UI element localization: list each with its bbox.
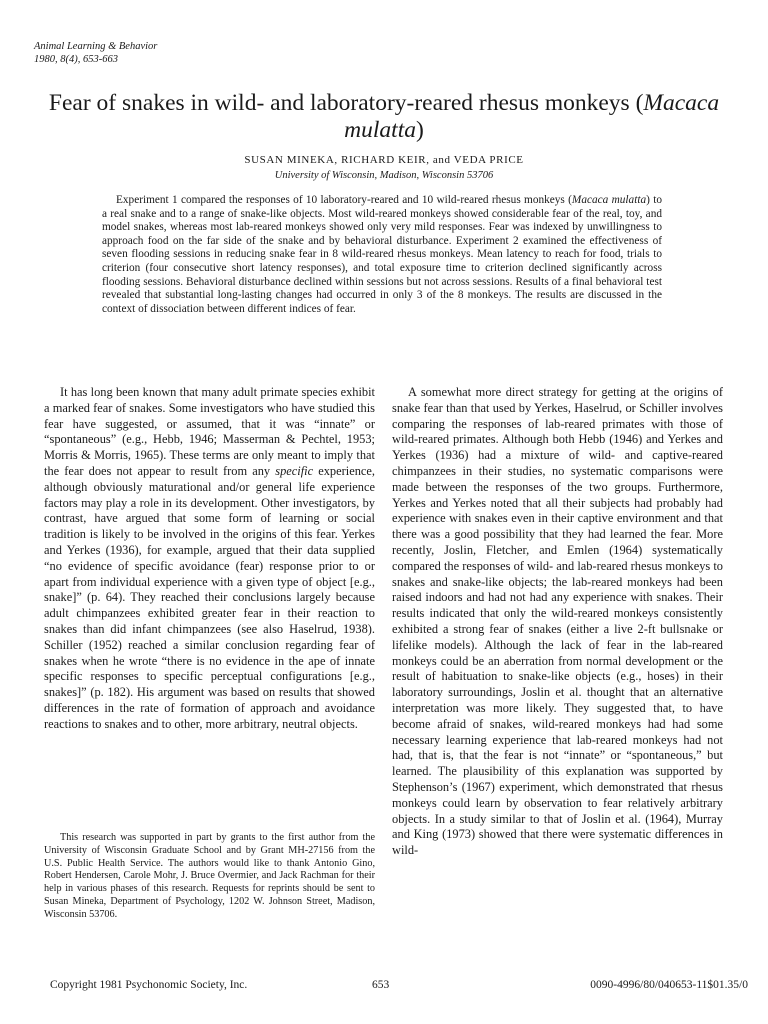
footnote-text: This research was supported in part by grants to the first author from the University of Wisconsin Graduate School and by Grant MH-27156 from the U.S. Public Health Service. The authors would like to thank Antonio Gino, Robert Hendersen, Carole Mohr, J. Bruce Overmier, and Jack Rachman for their help in various phases of this research. Requests for reprints should be sent to Susan Mineka, Department of Psychology, 1202 W. Johnson Street, Madison, Wisconsin 53706. <box>44 832 375 920</box>
journal-name: Animal Learning & Behavior <box>34 41 158 52</box>
abstract-part2: ) to a real snake and to a range of snake-like objects. Most wild-reared monkeys showed considerable fear of the real, toy, and model snakes, whereas most lab-reared monkeys showed only very mild responses. Fear was indexed by unwillingness to approach food on the far side of the snake and by behavioral disturbance. Experiment 2 examined the effectiveness of seven flooding sessions in reducing snake fear in 8 wild-reared rhesus monkeys. Mean latency to reach for food, trials to criterion (four consecutive short latency responses), and total exposure time to criterion declined significantly across flooding sessions. Behavioral disturbance declined within sessions but not across sessions. Results of a final behavioral test revealed that substantial long-lasting changes had occurred in only 3 of the 8 monkeys. The results are discussed in the context of dissociation between different indices of fear. <box>102 194 662 315</box>
article-code: 0090-4996/80/040653-11$01.35/0 <box>590 979 748 991</box>
right-p1-text: A somewhat more direct strategy for getting at the origins of snake fear than that used by Yerkes, Haselrud, or Schiller involves comparing the responses of lab-reared primates with those of wild-reared primates. Although both Hebb (1946) and Yerkes and Yerkes (1936) had a mixture of wild- and captive-reared chimpanzees in their studies, no systematic comparisons were made between the responses of the two groups. Furthermore, Yerkes and Yerkes noted that all their subjects had probably had experience with snakes even in their captive environment and that there was a good possibility that they had learned the fear. More recently, Joslin, Fletcher, and Emlen (1964) systematically compared the responses of wild- and lab-reared rhesus monkeys to snakes and snake-like objects; the lab-reared monkeys had been raised indoors and had not had any experience with snakes. Their results indicated that only the wild-reared monkeys consistently exhibited a strong fear of snakes (either a live 2-ft bullsnake or lifelike models). Although the lack of fear in the lab-reared monkeys could be an aberration from normal development or the result of habituation to snake-like objects (e.g., hoses) in their laboratory surroundings, Joslin et al. thought that an alternative interpretation was more likely. They suggested that, to have become afraid of snakes, wild-reared monkeys had had some necessary learning experience that lab-reared monkeys had not had, that is, that the fear is not “innate” or “spontaneous,” but learned. The plausibility of this explanation was supported by Stephenson’s (1967) experiment, which demonstrated that rhesus monkeys could learn by observation to fear relatively arbitrary objects. In a study similar to that of Joslin et al. (1964), Murray and King (1973) showed that there were systematic differences in wild- <box>392 385 723 858</box>
abstract <box>102 194 662 316</box>
copyright: Copyright 1981 Psychonomic Society, Inc. <box>50 979 248 991</box>
title-main: Fear of snakes in wild- and laboratory-reared rhesus monkeys ( <box>48 89 644 116</box>
author-list: SUSAN MINEKA, RICHARD KEIR, and VEDA PRICE <box>244 154 524 166</box>
journal-citation: 1980, 8(4), 653-663 <box>34 54 118 65</box>
title-close: ) <box>415 116 424 143</box>
title-species: Macaca mulatta <box>344 89 720 143</box>
footnote <box>44 832 375 922</box>
affiliation: University of Wisconsin, Madison, Wisconsin 53706 <box>274 170 494 181</box>
left-p1-specific: specific <box>275 463 314 478</box>
left-column <box>44 385 375 733</box>
paper-title <box>40 90 728 144</box>
abstract-part1: Experiment 1 compared the responses of 10 laboratory-reared and 10 wild-reared rhesus monkeys ( <box>116 194 572 206</box>
left-p1-b: experience, although obviously maturational and/or general life experience factors may play a role in its development. Other investigators, by contrast, have argued that some form of learning or social tradition is likely to be involved in the origins of this fear. Yerkes and Yerkes (1936), for example, argued that their data supplied “no evidence of specific avoidance (fear) response prior to or apart from individual experience with a given type of object [e.g., snake]” (p. 64). They reached their conclusions largely because adult chimpanzees exhibited greater fear in their reaction to snakes than did infant chimpanzees (see also Haselrud, 1938). Schiller (1952) reached a similar conclusion regarding fear of snakes when he wrote “there is no evidence in the ape of innate specific responses to specific perceptual configurations [e.g., snakes]” (p. 182). His argument was based on results that showed differences in the rate of formation of approach and avoidance reactions to snakes and to other, more arbitrary, neutral objects. <box>44 463 375 731</box>
right-paragraph-1 <box>392 385 723 859</box>
abstract-species: Macaca mulatta <box>571 194 647 206</box>
left-paragraph-1 <box>44 385 375 733</box>
journal-header <box>34 40 157 66</box>
right-column <box>392 385 723 859</box>
page-number: 653 <box>372 979 390 991</box>
left-p1-a: It has long been known that many adult primate species exhibit a marked fear of snakes. Some investigators who have studied this fear have suggested, or assumed, that it was “innate” or “spontaneous” (e.g., Hebb, 1946; Masserman & Pechtel, 1953; Morris & Morris, 1965). These terms are only meant to imply that the fear does not appear to result from any <box>44 385 375 478</box>
